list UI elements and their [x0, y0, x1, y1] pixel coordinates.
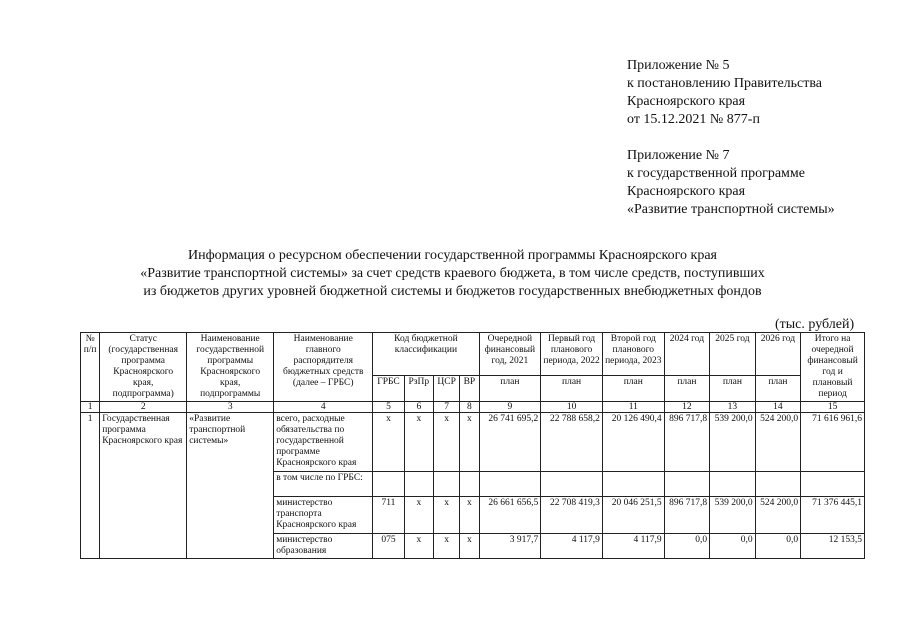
header-row: [81, 333, 865, 376]
grbs-name-cell: всего, расходные обязательства по государственной программе Красноярского края: [274, 413, 373, 472]
value-2023: 4 117,9: [602, 534, 664, 559]
rzpr-cell: [404, 472, 433, 497]
value-2025: [710, 472, 756, 497]
value-2022: 22 788 658,2: [541, 413, 603, 472]
grbs-name-cell: в том числе по ГРБС:: [274, 472, 373, 497]
value-2021: 26 741 695,2: [479, 413, 541, 472]
appendix-line: Приложение № 5: [627, 58, 730, 73]
document-title: [80, 247, 825, 301]
value-2026: 524 200,0: [755, 497, 801, 534]
col-number: 4: [274, 402, 373, 413]
col-number: 10: [541, 402, 603, 413]
appendix-line: Красноярского края: [627, 184, 746, 199]
header-plan: план: [710, 376, 756, 402]
grbs-code-cell: x: [373, 413, 404, 472]
csr-cell: x: [433, 534, 459, 559]
col-number: 9: [479, 402, 541, 413]
resource-table: [80, 332, 865, 559]
appendix-line: «Развитие транспортной системы»: [627, 202, 835, 217]
col-number: 5: [373, 402, 404, 413]
value-total: 12 153,5: [801, 534, 865, 559]
value-2023: 20 126 490,4: [602, 413, 664, 472]
appendix-line: Красноярского края: [627, 94, 746, 109]
row-program-name: «Развитие транспортной системы»: [187, 413, 274, 559]
csr-cell: x: [433, 497, 459, 534]
rzpr-cell: x: [404, 534, 433, 559]
appendix-line: к государственной программе: [627, 166, 805, 181]
col-number: 15: [801, 402, 865, 413]
units-label: (тыс. рублей): [775, 317, 855, 332]
header-y2021: Очередной финансовый год, 2021: [479, 333, 541, 376]
appendix-line: к постановлению Правительства: [627, 76, 823, 91]
header-status: Статус (государственная программа Красноярского края, подпрограмма): [100, 333, 187, 402]
value-2024: 0,0: [664, 534, 710, 559]
header-plan: план: [755, 376, 801, 402]
value-2025: 0,0: [710, 534, 756, 559]
header-vr: ВР: [460, 376, 479, 402]
row-num: 1: [81, 413, 100, 559]
header-plan: план: [541, 376, 603, 402]
header-plan: план: [664, 376, 710, 402]
title-line: Информация о ресурсном обеспечении государственной программы Красноярского края: [188, 248, 717, 263]
header-grbs-name: Наименование главного распорядителя бюджетных средств (далее – ГРБС): [274, 333, 373, 402]
column-number-row: [81, 402, 865, 413]
header-plan: план: [479, 376, 541, 402]
value-2023: [602, 472, 664, 497]
header-budget-code: Код бюджетной классификации: [373, 333, 479, 376]
col-number: 1: [81, 402, 100, 413]
value-2026: 0,0: [755, 534, 801, 559]
header-total: Итого на очередной финансовый год и плановый период: [801, 333, 865, 402]
col-number: 8: [460, 402, 479, 413]
grbs-name-cell: министерство образования: [274, 534, 373, 559]
grbs-code-cell: [373, 472, 404, 497]
value-2021: 3 917,7: [479, 534, 541, 559]
value-2022: 4 117,9: [541, 534, 603, 559]
header-plan: план: [602, 376, 664, 402]
grbs-code-cell: 711: [373, 497, 404, 534]
vr-cell: [460, 472, 479, 497]
col-number: 14: [755, 402, 801, 413]
appendix-line: Приложение № 7: [627, 148, 730, 163]
value-total: [801, 472, 865, 497]
value-2025: 539 200,0: [710, 497, 756, 534]
value-total: 71 376 445,1: [801, 497, 865, 534]
vr-cell: x: [460, 534, 479, 559]
header-rzpr: РзПр: [404, 376, 433, 402]
header-y2022: Первый год планового периода, 2022: [541, 333, 603, 376]
header-y2023: Второй год планового периода, 2023: [602, 333, 664, 376]
col-number: 6: [404, 402, 433, 413]
value-2024: [664, 472, 710, 497]
col-number: 11: [602, 402, 664, 413]
grbs-name-cell: министерство транспорта Красноярского края: [274, 497, 373, 534]
col-number: 12: [664, 402, 710, 413]
col-number: 7: [433, 402, 459, 413]
value-2026: [755, 472, 801, 497]
grbs-code-cell: 075: [373, 534, 404, 559]
row-status: Государственная программа Красноярского края: [100, 413, 187, 559]
appendix-line: от 15.12.2021 № 877-п: [627, 112, 760, 127]
rzpr-cell: x: [404, 497, 433, 534]
header-num: № п/п: [81, 333, 100, 402]
csr-cell: x: [433, 413, 459, 472]
header-grbs: ГРБС: [373, 376, 404, 402]
value-2024: 896 717,8: [664, 413, 710, 472]
value-2021: [479, 472, 541, 497]
col-number: 2: [100, 402, 187, 413]
value-2022: 22 708 419,3: [541, 497, 603, 534]
value-2026: 524 200,0: [755, 413, 801, 472]
value-2025: 539 200,0: [710, 413, 756, 472]
title-line: из бюджетов других уровней бюджетной системы и бюджетов государственных внебюджетных фондов: [143, 284, 762, 299]
col-number: 3: [187, 402, 274, 413]
appendix-block: [627, 57, 887, 219]
vr-cell: x: [460, 413, 479, 472]
col-number: 13: [710, 402, 756, 413]
title-line: «Развитие транспортной системы» за счет средств краевого бюджета, в том числе средств, поступивших: [140, 266, 765, 281]
header-y2026: 2026 год: [755, 333, 801, 376]
value-2024: 896 717,8: [664, 497, 710, 534]
header-csr: ЦСР: [433, 376, 459, 402]
table-row: [81, 413, 865, 472]
rzpr-cell: x: [404, 413, 433, 472]
value-2023: 20 046 251,5: [602, 497, 664, 534]
value-2022: [541, 472, 603, 497]
header-y2025: 2025 год: [710, 333, 756, 376]
appendix-spacer: [627, 129, 887, 147]
header-program-name: Наименование государственной программы Красноярского края, подпрограммы: [187, 333, 274, 402]
header-y2024: 2024 год: [664, 333, 710, 376]
vr-cell: x: [460, 497, 479, 534]
csr-cell: [433, 472, 459, 497]
value-total: 71 616 961,6: [801, 413, 865, 472]
value-2021: 26 661 656,5: [479, 497, 541, 534]
